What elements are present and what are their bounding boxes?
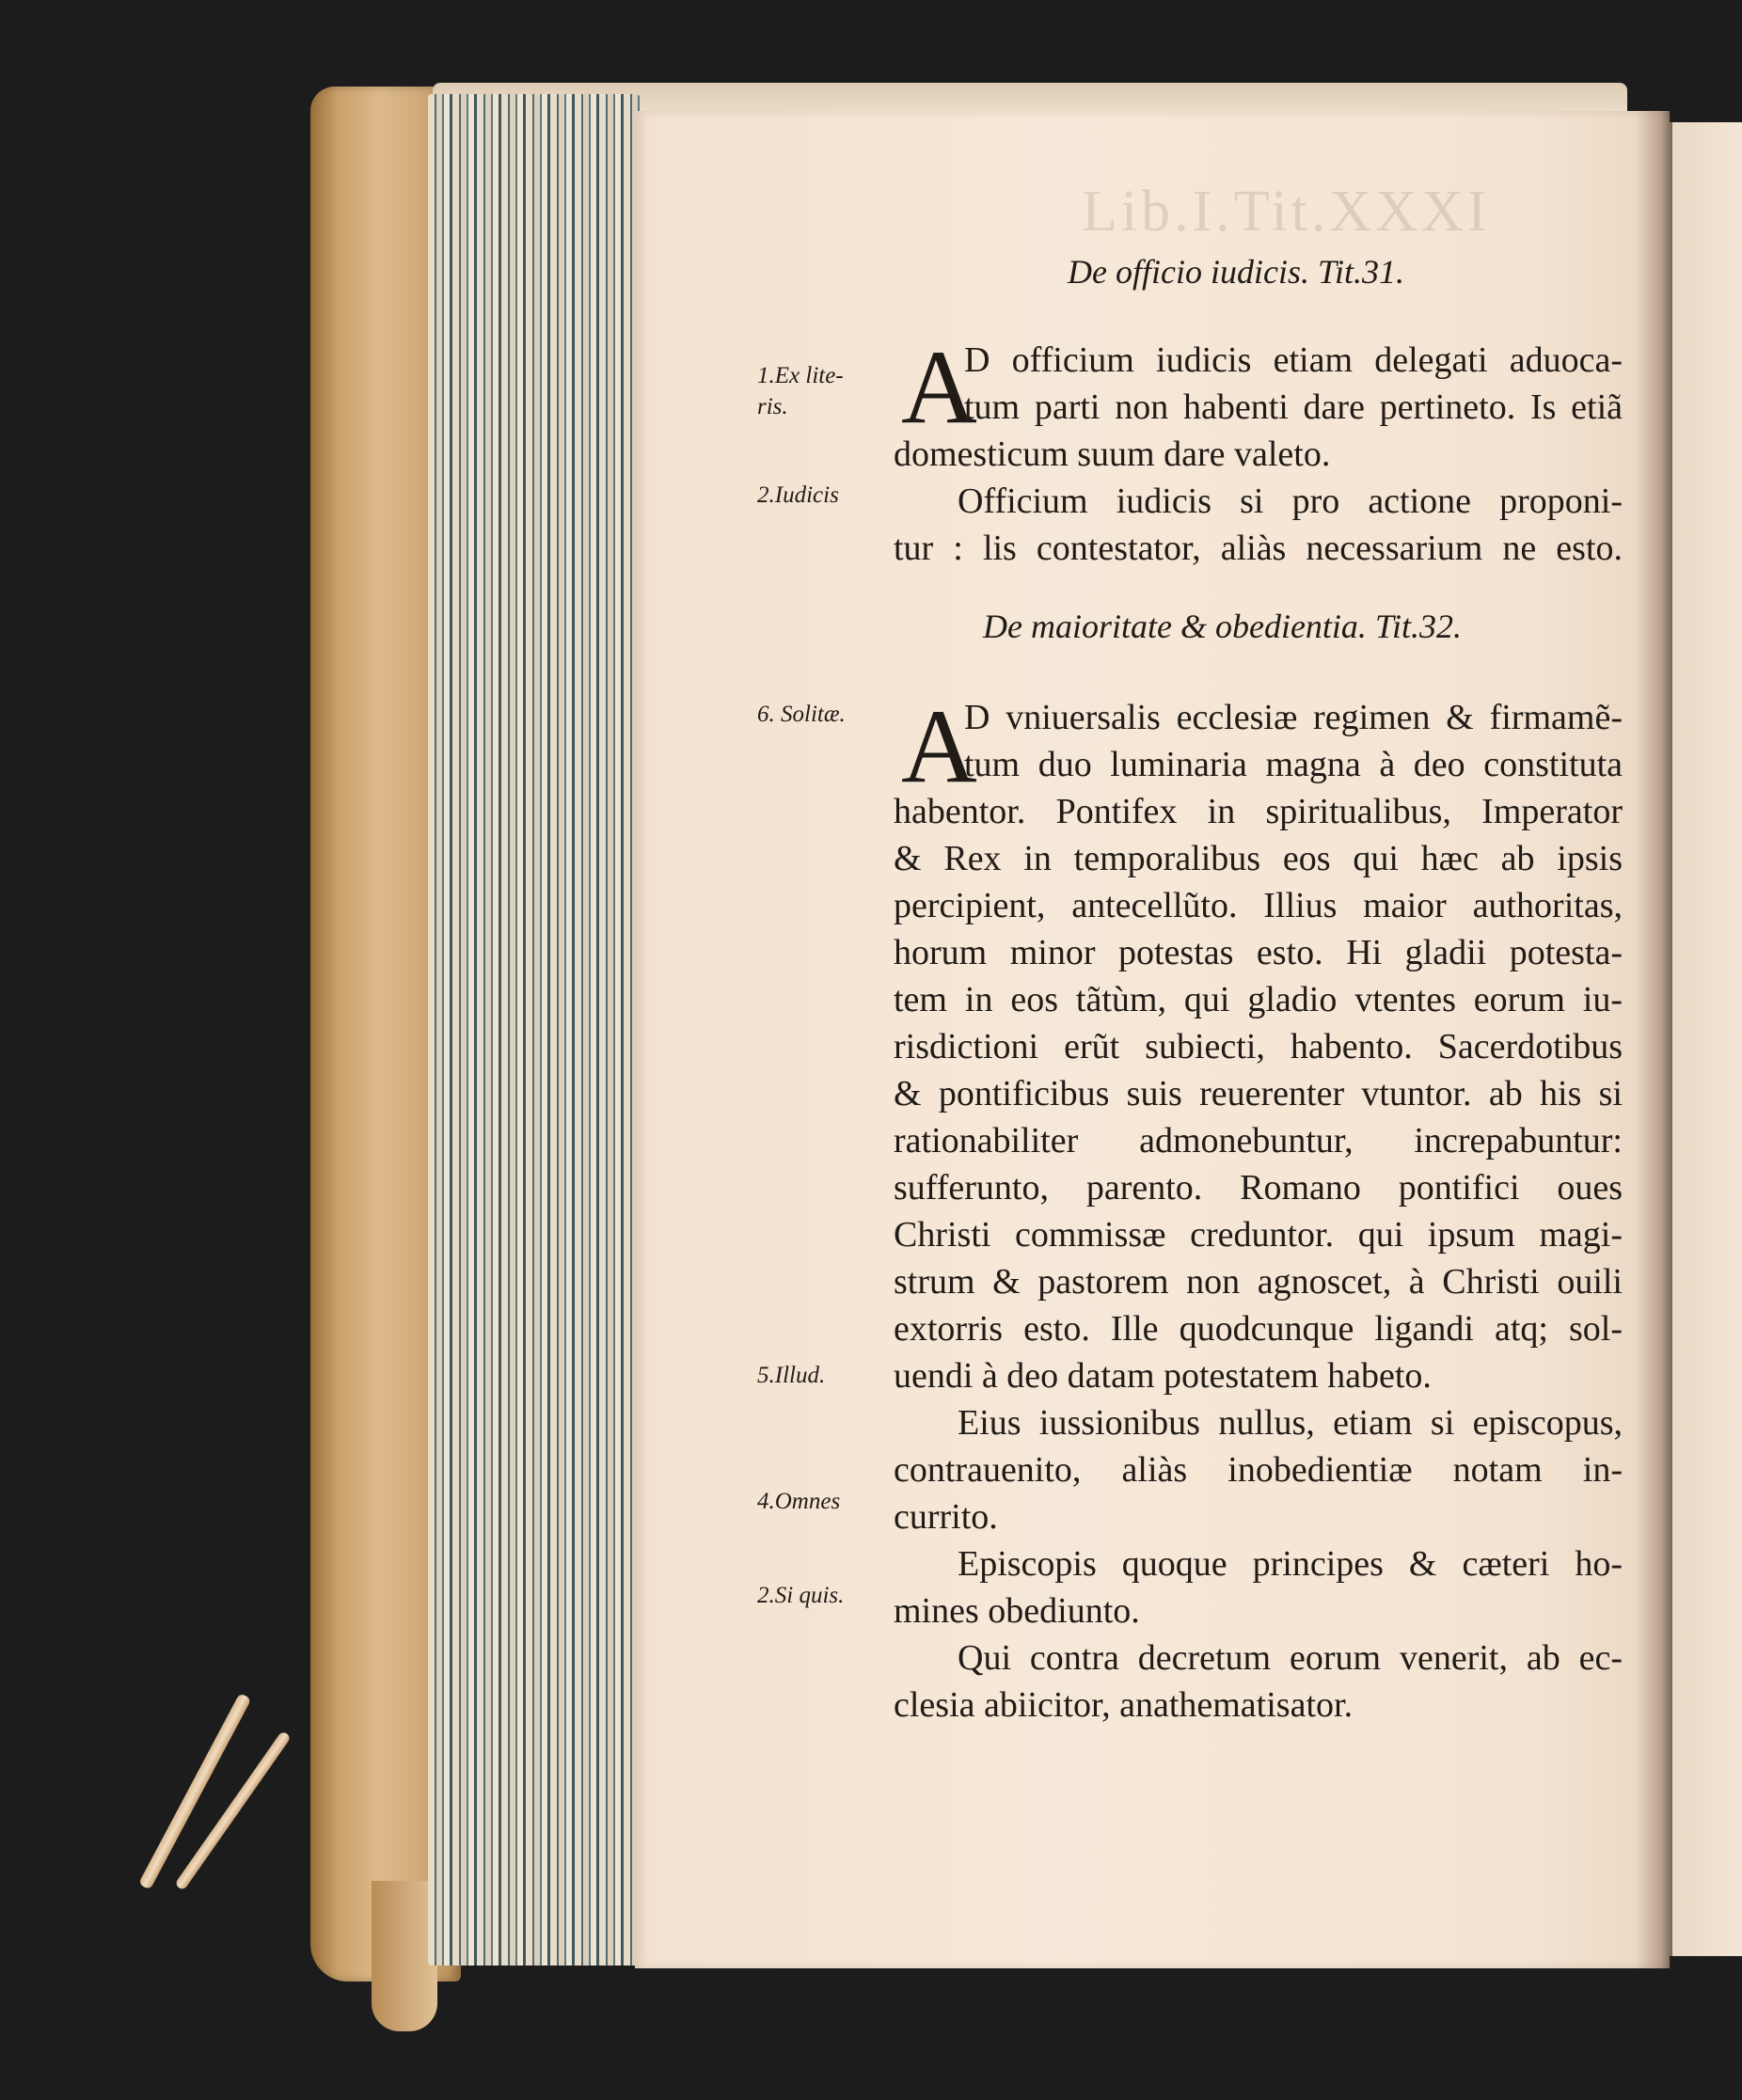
margin-note: 6. Solitæ.: [757, 702, 846, 727]
text-line: tur : lis contestator, aliàs necessarium ne esto.: [894, 529, 1623, 568]
text-line: strum & pastorem non agnoscet, à Christi ouili: [894, 1262, 1623, 1302]
text-line: Episcopis quoque principes & cæteri ho-: [958, 1544, 1623, 1584]
page-block-edges: [428, 94, 640, 1966]
text-line: domesticum suum dare valeto.: [894, 434, 1331, 474]
text-line: clesia abiicitor, anathematisator.: [894, 1685, 1354, 1725]
text-line: Christi commissæ creduntor. qui ipsum magi-: [894, 1215, 1623, 1255]
drop-capital: A: [901, 688, 977, 805]
text-line: D officium iudicis etiam delegati aduoca-: [964, 340, 1623, 380]
page-gutter: [1635, 111, 1672, 1968]
text-line: mines obediunto.: [894, 1591, 1140, 1631]
show-through-text: Lib.I.Tit.XXXI: [1082, 180, 1491, 244]
text-line: extorris esto. Ille quodcunque ligandi atq; sol-: [894, 1309, 1623, 1349]
text-line: Eius iussionibus nullus, etiam si episcopus,: [958, 1403, 1623, 1443]
text-line: D vniuersalis ecclesiæ regimen & firmamẽ-: [964, 698, 1623, 737]
text-line: uendi à deo datam potestatem habeto.: [894, 1356, 1432, 1396]
drop-capital: A: [901, 329, 977, 446]
text-line: & Rex in temporalibus eos qui hæc ab ipsis: [894, 839, 1623, 878]
margin-note: 2.Si quis.: [757, 1583, 845, 1608]
margin-note: ris.: [757, 394, 788, 419]
facing-page-edge: [1663, 122, 1742, 1956]
text-line: contrauenito, aliàs inobedientiæ notam in-: [894, 1450, 1623, 1490]
margin-note: 1.Ex lite-: [757, 363, 844, 388]
margin-note: 4.Omnes: [757, 1489, 841, 1514]
text-line: sufferunto, parento. Romano pontifici oues: [894, 1168, 1623, 1208]
text-line: tem in eos tãtùm, qui gladio vtentes eorum iu-: [894, 980, 1623, 1019]
text-line: percipient, antecellũto. Illius maior authoritas,: [894, 886, 1623, 925]
margin-note: 5.Illud.: [757, 1363, 826, 1388]
section-heading: De maioritate & obedientia. Tit.32.: [983, 608, 1462, 645]
text-line: currito.: [894, 1497, 998, 1537]
text-line: horum minor potestas esto. Hi gladii potesta-: [894, 933, 1623, 972]
margin-note: 2.Iudicis: [757, 482, 839, 508]
text-line: risdictioni erũt subiecti, habento. Sacerdotibus: [894, 1027, 1623, 1066]
text-line: Officium iudicis si pro actione proponi-: [958, 482, 1623, 521]
text-line: & pontificibus suis reuerenter vtuntor. ab his si: [894, 1074, 1623, 1113]
text-line: habentor. Pontifex in spiritualibus, Imperator: [894, 792, 1623, 831]
section-heading: De officio iudicis. Tit.31.: [1068, 253, 1404, 291]
text-line: rationabiliter admonebuntur, increpabuntur:: [894, 1121, 1623, 1161]
text-line: Qui contra decretum eorum venerit, ab ec-: [958, 1638, 1623, 1678]
text-line: tum parti non habenti dare pertineto. Is etiã: [964, 387, 1623, 427]
text-line: tum duo luminaria magna à deo constituta: [964, 745, 1623, 784]
